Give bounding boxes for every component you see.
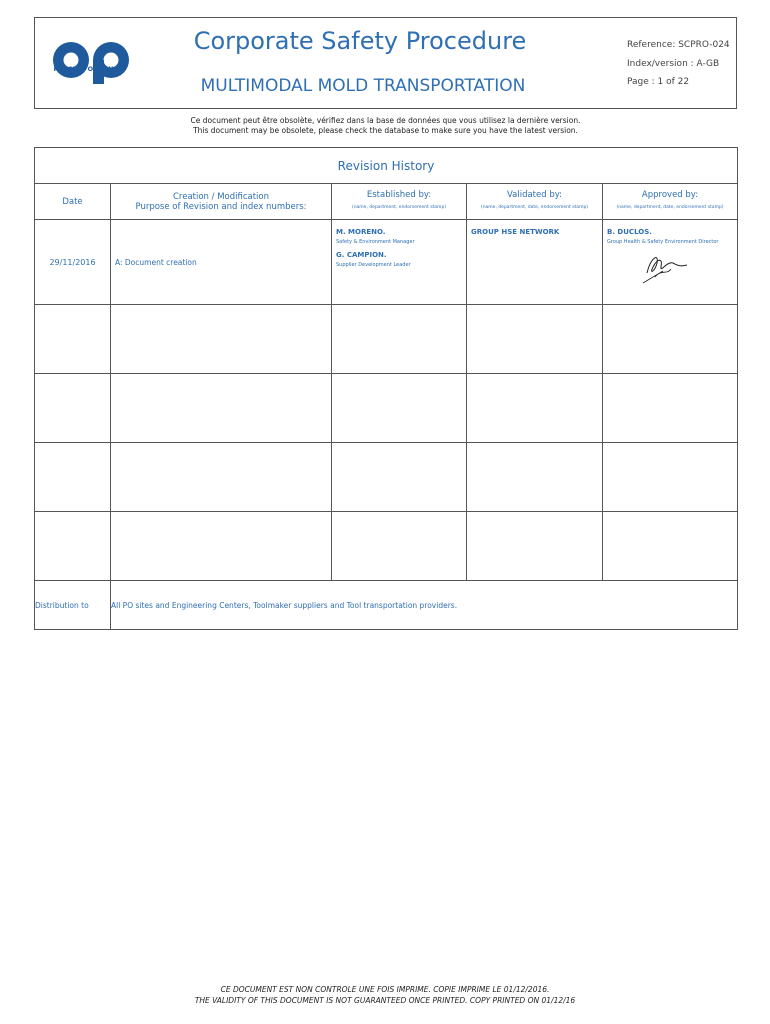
table-row <box>35 374 738 443</box>
header-approved-note: (name, department, date, endorsement stamp) <box>616 205 724 210</box>
header-established-note: (name, department, endorsement stamp) <box>351 205 447 210</box>
header-purpose-line2: Purpose of Revision and index numbers: <box>135 201 307 212</box>
notice-en: This document may be obsolete, please check the database to make sure you have the latest version. <box>193 126 578 135</box>
op-logo-icon <box>49 38 137 86</box>
header-purpose-line1: Creation / Modification <box>172 191 270 202</box>
revision-history-table <box>34 147 738 630</box>
header-approved <box>603 184 738 220</box>
document-title: Corporate Safety Procedure <box>193 27 527 55</box>
revision-purpose: A: Document creation <box>111 220 332 305</box>
approved-cell <box>603 220 738 305</box>
header-approved-label: Approved by: <box>641 190 699 200</box>
established-role-2: Supplier Development Leader <box>336 262 411 268</box>
established-cell <box>332 220 467 305</box>
index-version: Index/version : A-GB <box>627 59 720 69</box>
document-subtitle: MULTIMODAL MOLD TRANSPORTATION <box>200 76 526 96</box>
table-row <box>35 305 738 374</box>
reference: Reference: SCPRO-024 <box>627 40 730 50</box>
header-established <box>332 184 467 220</box>
header-validated-label: Validated by: <box>506 190 563 200</box>
signature-icon <box>633 249 703 285</box>
document-header <box>34 17 737 109</box>
footer-en: THE VALIDITY OF THIS DOCUMENT IS NOT GUARANTEED ONCE PRINTED. COPY PRINTED ON 01/12/16 <box>194 996 576 1005</box>
obsolete-notice <box>34 116 737 136</box>
established-name-2: G. CAMPION. <box>336 251 387 259</box>
table-caption: Revision History <box>35 148 738 184</box>
distribution-row <box>35 581 738 630</box>
established-name-1: M. MORENO. <box>336 228 386 236</box>
approved-name: B. DUCLOS. <box>607 228 652 236</box>
distribution-label: Distribution to <box>35 581 111 630</box>
header-purpose <box>111 184 332 220</box>
validated-name: GROUP HSE NETWORK <box>471 228 560 236</box>
page-number: Page : 1 of 22 <box>627 77 690 87</box>
header-date: Date <box>35 184 111 220</box>
company-logo <box>49 38 137 110</box>
notice-fr: Ce document peut être obsolète, vérifiez dans la base de données que vous utilisez la dernière version. <box>190 116 581 125</box>
print-footer <box>0 984 770 1006</box>
distribution-text: All PO sites and Engineering Centers, Toolmaker suppliers and Tool transportation providers. <box>111 581 738 630</box>
footer-fr: CE DOCUMENT EST NON CONTROLE UNE FOIS IMPRIME. COPIE IMPRIME LE 01/12/2016. <box>220 985 550 994</box>
table-row <box>35 443 738 512</box>
header-validated <box>467 184 603 220</box>
table-row <box>35 512 738 581</box>
established-role-1: Safety & Environment Manager <box>336 239 415 245</box>
validated-cell <box>467 220 603 305</box>
logo-text: PLASTIC OMNIUM <box>53 65 121 73</box>
revision-date: 29/11/2016 <box>35 220 111 305</box>
table-row <box>35 220 738 305</box>
header-established-label: Established by: <box>366 190 432 200</box>
header-validated-note: (name, department, date, endorsement stamp) <box>480 205 589 210</box>
approved-role: Group Health & Safety Environment Director <box>607 239 719 245</box>
